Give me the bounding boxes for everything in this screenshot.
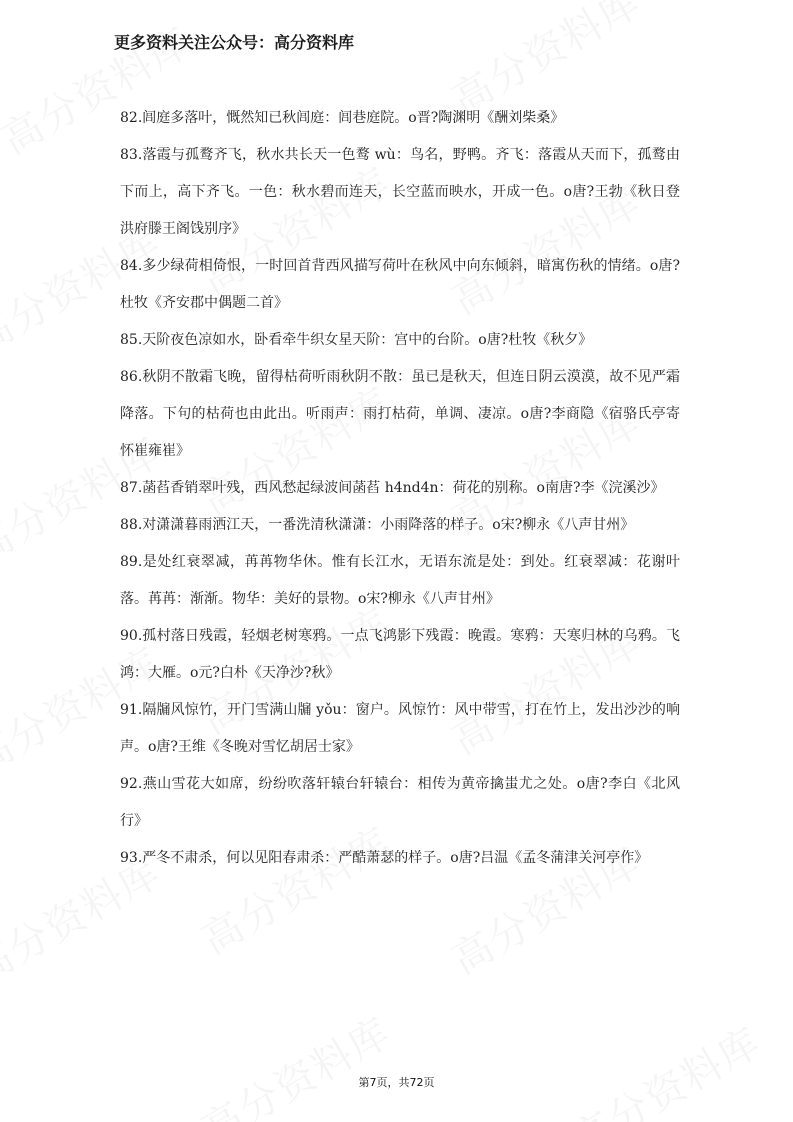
entry-text: 84.多少绿荷相倚恨，一时回首背西风描写荷叶在秋风中向东倾斜，暗寓伤秋的情绪。o唐?杜牧《齐安郡中偶题二首》: [120, 258, 680, 311]
entry-90: [120, 618, 680, 692]
entry-86: [120, 359, 680, 470]
entry-text: 92.燕山雪花大如席，纷纷吹落轩辕台轩辕台：相传为黄帝擒蚩尤之处。o唐?李白《北风行》: [120, 776, 680, 829]
entry-text: 91.隔牖风惊竹，开门雪满山牖 yǒu：窗户。风惊竹：风中带雪，打在竹上，发出沙沙的响声。o唐?王维《冬晚对雪忆胡居士家》: [120, 702, 680, 755]
entry-93: [120, 840, 680, 877]
entry-91: [120, 692, 680, 766]
page-footer: 第7页，共72页: [358, 1076, 435, 1089]
entry-text: 82.闾庭多落叶，慨然知已秋闾庭：闾巷庭院。o晋?陶渊明《酬刘柴桑》: [120, 110, 565, 126]
entry-89: [120, 544, 680, 618]
entry-84: [120, 248, 680, 322]
document-body: [120, 100, 680, 877]
entry-text: 88.对潇潇暮雨洒江天，一番洗清秋潇潇：小雨降落的样子。o宋?柳永《八声甘州》: [120, 517, 635, 533]
entry-text: 86.秋阴不散霜飞晚，留得枯荷听雨秋阴不散：虽已是秋天，但连日阴云漠漠，故不见严霜降落。下句的枯荷也由此出。听雨声：雨打枯荷，单调、凄凉。o唐?李商隐《宿骆氏亭寄怀崔雍崔》: [120, 369, 680, 459]
entry-text: 93.严冬不肃杀，何以见阳春肃杀：严酷萧瑟的样子。o唐?吕温《孟冬蒲津关河亭作》: [120, 850, 649, 866]
page-header: 更多资料关注公众号：高分资料库: [114, 33, 355, 52]
entry-88: [120, 507, 680, 544]
entry-83: [120, 137, 680, 248]
watermark: [190, 1001, 400, 1122]
entry-text: 90.孤村落日残霞，轻烟老树寒鸦。一点飞鸿影下残霞：晚霞。寒鸦：天寒归林的乌鸦。飞鸿：大雁。o元?白朴《天净沙?秋》: [120, 628, 680, 681]
watermark: [560, 1011, 770, 1122]
entry-text: 83.落霞与孤鹜齐飞，秋水共长天一色鹜 wù：鸟名，野鸭。齐飞：落霞从天而下，孤鹜由下而上，高下齐飞。一色：秋水碧而连天，长空蓝而映水，开成一色。o唐?王勃《秋日登洪府滕王阁饯别序》: [120, 147, 680, 237]
entry-text: 85.天阶夜色凉如水，卧看牵牛织女星天阶：宫中的台阶。o唐?杜牧《秋夕》: [120, 332, 593, 348]
entry-92: [120, 766, 680, 840]
entry-87: [120, 470, 680, 507]
entry-85: [120, 322, 680, 359]
entry-82: [120, 100, 680, 137]
entry-text: 89.是处红衰翠减，苒苒物华休。惟有长江水，无语东流是处：到处。红衰翠减：花谢叶落。苒苒：渐渐。物华：美好的景物。o宋?柳永《八声甘州》: [120, 554, 680, 607]
entry-text: 87.菡萏香销翠叶残，西风愁起绿波间菡萏 h4nd4n：荷花的别称。o南唐?李《浣溪沙》: [120, 480, 665, 496]
